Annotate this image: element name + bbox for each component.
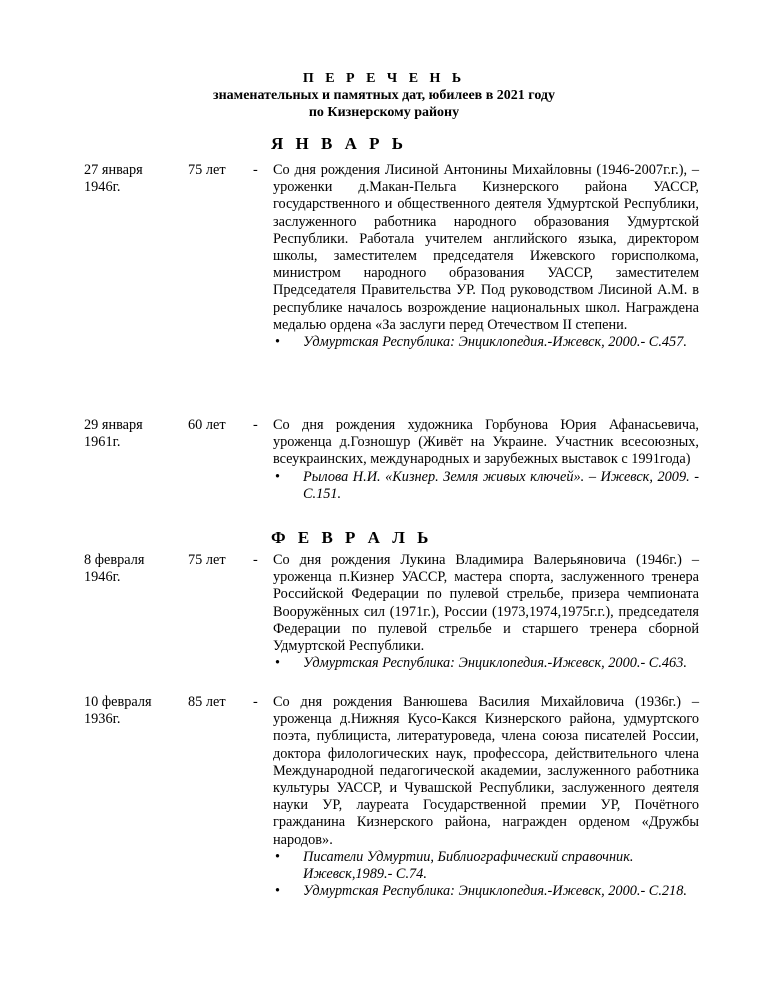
entry-anniversary: 60 лет: [188, 417, 226, 433]
source-text: Рылова Н.И. «Кизнер. Земля живых ключей». – Ижевск, 2009. - С.151.: [303, 468, 699, 502]
entry-source: [273, 655, 699, 672]
entry-description: [273, 694, 699, 900]
bullet-icon: •: [275, 883, 281, 900]
source-text: Удмуртская Республика: Энциклопедия.-Ижевск, 2000.- С.457.: [303, 334, 687, 351]
entry-dash: -: [253, 162, 258, 178]
entry-date: 27 января 1946г.: [84, 162, 143, 196]
entry-text: Со дня рождения Лисиной Антонины Михайловны (1946-2007г.г.), – уроженки д.Макан-Пельга Кизнерского района УАССР, государственного и общественного деятеля Удмуртской Республики, заслуженного работника народного образования Удмуртской Республики. Работала учителем английского языка, директором школы, заместителем председателя Ижевского горисполкома, министром народного образования УАССР, заместителем Председателя Правительства УР. Под руководством Лисиной А.М. в республике началось возрождение национальных школ. Награждена медалью ордена «За заслуги перед Отечеством II степени.: [273, 162, 699, 333]
entry-source: [273, 334, 699, 351]
entry-anniversary: 75 лет: [188, 552, 226, 568]
entry-text: Со дня рождения Лукина Владимира Валерьяновича (1946г.) – уроженца п.Кизнер УАССР, мастера спорта, заслуженного тренера Российской Федерации по пулевой стрельбе, призера чемпионата Вооружённых сил (1971г.), России (1973,1974,1975г.г.), председателя Федерации по пулевой стрельбе и старшего тренера сборной Удмуртской Республики.: [273, 552, 699, 655]
entry-date: 29 января 1961г.: [84, 417, 143, 451]
entry-date: 10 февраля 1936г.: [84, 694, 152, 728]
entry-anniversary: 75 лет: [188, 162, 226, 178]
entry-description: [273, 552, 699, 672]
source-text: Писатели Удмуртии, Библиографический справочник. Ижевск,1989.- С.74.: [303, 848, 634, 883]
bullet-icon: •: [275, 334, 281, 351]
entry-description: [273, 162, 699, 351]
title-line-3: по Кизнерскому району: [308, 105, 460, 120]
entry-text: Со дня рождения Ванюшева Василия Михайловича (1936г.) – уроженца д.Нижняя Кусо-Какся Кизнерского района, удмуртского поэта, публициста, литературоведа, члена союза писателей России, доктора филологических наук, профессора, действительного члена Международной педагогической академии, заслуженного работника культуры УАССР, и Чувашской Республики, заслуженного деятеля науки УР, лауреата Государственной премии УР, Почётного гражданина Кизнерского района, награжден орденом «Дружбы народов».: [273, 694, 699, 848]
month-heading-february: Ф Е В Р А Л Ь: [271, 528, 433, 547]
entry-dash: -: [253, 694, 258, 710]
entry-anniversary: 85 лет: [188, 694, 226, 710]
title-line-2: знаменательных и памятных дат, юбилеев в 2021 году: [212, 88, 555, 103]
bullet-icon: •: [275, 468, 281, 485]
entry-source: [273, 883, 699, 900]
entry-date: 8 февраля 1946г.: [84, 552, 145, 586]
entry-text: Со дня рождения художника Горбунова Юрия Афанасьевича, уроженца д.Гозношур (Живёт на Украине. Участник всесоюзных, всеукраинских, международных и зарубежных выставок с 1991года): [273, 417, 699, 468]
entry-dash: -: [253, 417, 258, 433]
month-heading-january: Я Н В А Р Ь: [271, 134, 407, 153]
entry-description: [273, 417, 699, 503]
entry-source: [273, 849, 699, 883]
entry-source: [273, 469, 699, 503]
source-text: Удмуртская Республика: Энциклопедия.-Ижевск, 2000.- С.218.: [303, 883, 687, 900]
bullet-icon: •: [275, 655, 281, 672]
document-title: [0, 70, 768, 121]
title-line-1: П Е Р Е Ч Е Н Ь: [302, 71, 466, 86]
entry-dash: -: [253, 552, 258, 568]
source-text: Удмуртская Республика: Энциклопедия.-Ижевск, 2000.- С.463.: [303, 655, 687, 672]
bullet-icon: •: [275, 848, 281, 865]
